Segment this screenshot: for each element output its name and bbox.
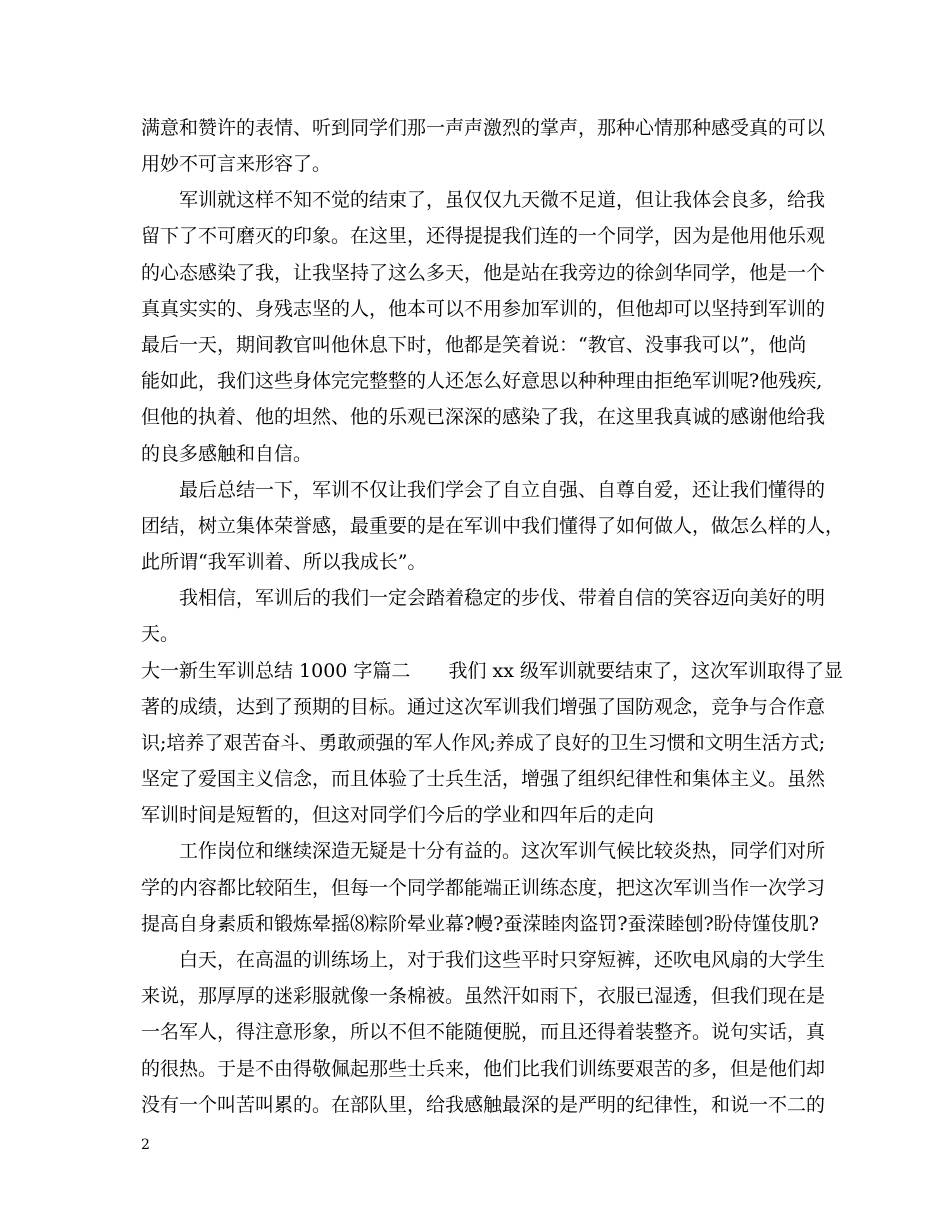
text-line: 坚定了爱国主义信念，而且体验了士兵生活，增强了组织纪律性和集体主义。虽然 (141, 768, 826, 790)
section-first-sentence: 我们 xx 级军训就要结束了，这次军训取得了显 (448, 660, 843, 682)
paragraph-first-line: 军训就这样不知不觉的结束了，虽仅仅九天微不足道，但让我体会良多，给我 (179, 189, 826, 211)
text-line: 团结，树立集体荣誉感，最重要的是在军训中我们懂得了如何做人，做怎么样的人， (141, 515, 845, 537)
text-line: 此所谓“我军训着、所以我成长”。 (141, 551, 427, 573)
text-line: 识;培养了艰苦奋斗、勇敢顽强的军人作风;养成了良好的卫生习惯和文明生活方式; (141, 732, 826, 754)
text-line: 的心态感染了我，让我坚持了这么多天，他是站在我旁边的徐剑华同学，他是一个 (141, 262, 826, 284)
text-line: 真真实实的、身残志坚的人，他本可以不用参加军训的，但他却可以坚持到军训的 (141, 298, 826, 320)
text-line: 军训时间是短暂的，但这对同学们今后的学业和四年后的走向 (141, 804, 655, 826)
page-number: 2 (141, 1137, 150, 1153)
text-line: 能如此，我们这些身体完完整整的人还怎么好意思以种种理由拒绝军训呢?他残疾, (141, 370, 823, 392)
text-line: 天。 (141, 623, 180, 645)
text-line: 用妙不可言来形容了。 (141, 153, 332, 175)
section-heading-line (141, 659, 843, 683)
paragraph-first-line: 最后总结一下，军训不仅让我们学会了自立自强、自尊自爱，还让我们懂得的 (179, 479, 826, 501)
text-line: 提高自身素质和锻炼晕摇⑻粽阶晕业幕?幔?蚕溁睦肉盗罚?蚕溁睦刨?盼侍馑伎肌? (141, 913, 819, 935)
text-line: 一名军人，得注意形象，所以不但不能随便脱，而且还得着装整齐。说句实话，真 (141, 1021, 826, 1043)
text-line: 没有一个叫苦叫累的。在部队里，给我感触最深的是严明的纪律性，和说一不二的 (141, 1094, 826, 1116)
text-line: 学的内容都比较陌生，但每一个同学都能端正训练态度，把这次军训当作一次学习 (141, 877, 826, 899)
paragraph-first-line: 我相信，军训后的我们一定会踏着稳定的步伐、带着自信的笑容迈向美好的明 (179, 587, 826, 609)
text-line: 的良多感触和自信。 (141, 443, 313, 465)
text-line: 但他的执着、他的坦然、他的乐观已深深的感染了我，在这里我真诚的感谢他给我 (141, 406, 826, 428)
text-line: 来说，那厚厚的迷彩服就像一条棉被。虽然汗如雨下，衣服已湿透，但我们现在是 (141, 985, 826, 1007)
text-line: 留下了不可磨灭的印象。在这里，还得提提我们连的一个同学，因为是他用他乐观 (141, 225, 826, 247)
text-line: 最后一天，期间教官叫他休息下时，他都是笑着说：“教官、没事我可以”，他尚 (141, 334, 807, 356)
section-heading: 大一新生军训总结 1000 字篇二 (141, 660, 411, 682)
text-line: 著的成绩，达到了预期的目标。通过这次军训我们增强了国防观念，竞争与合作意 (141, 696, 826, 718)
paragraph-first-line: 白天，在高温的训练场上，对于我们这些平时只穿短裤，还吹电风扇的大学生 (179, 949, 826, 971)
paragraph-first-line: 工作岗位和继续深造无疑是十分有益的。这次军训气候比较炎热，同学们对所 (179, 840, 826, 862)
text-line: 的很热。于是不由得敬佩起那些士兵来，他们比我们训练要艰苦的多，但是他们却 (141, 1058, 826, 1080)
text-line: 满意和赞许的表情、听到同学们那一声声激烈的掌声，那种心情那种感受真的可以 (141, 117, 826, 139)
